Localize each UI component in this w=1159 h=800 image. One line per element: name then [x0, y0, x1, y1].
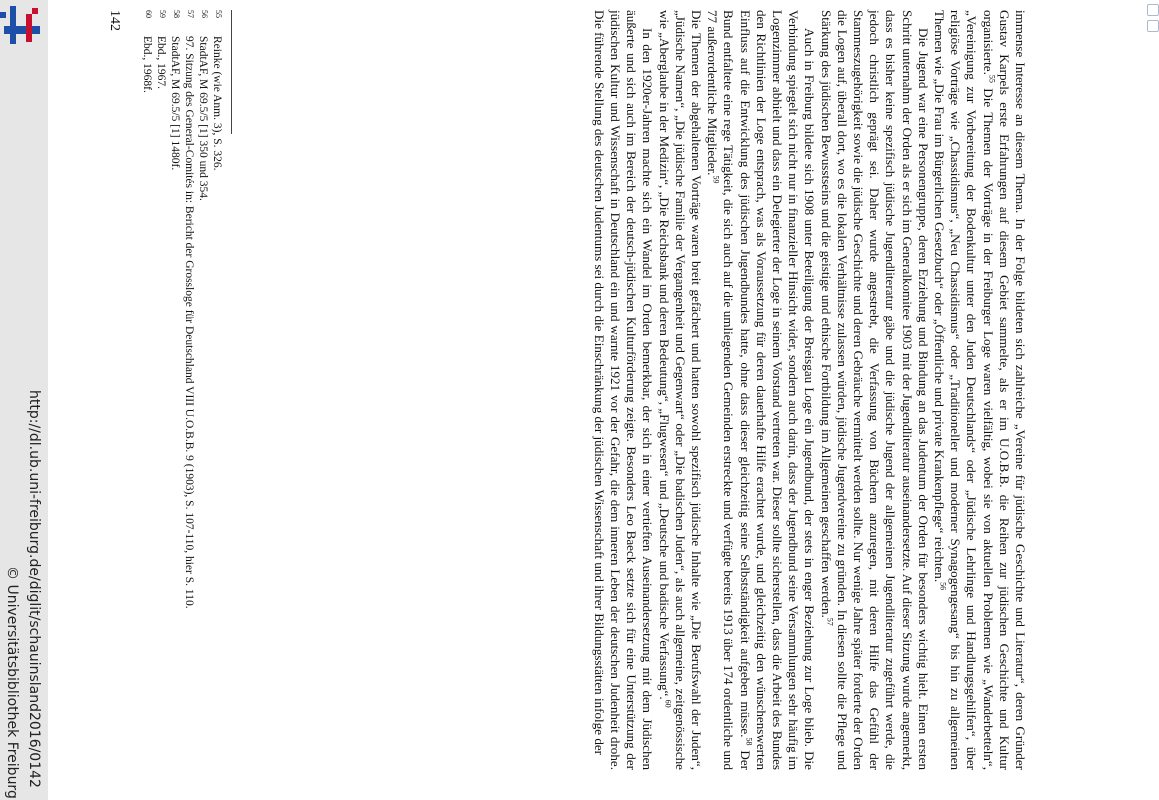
- copyright-label: © Universitätsbibliothek Freiburg: [4, 566, 20, 799]
- footnote-text: Reinke (wie Anm. 3), S. 326.: [211, 36, 223, 171]
- footnote-item: [154, 10, 168, 770]
- footnote-ref: 57: [824, 617, 834, 626]
- footnote-text: Ebd., 1967.: [155, 36, 167, 90]
- footnote-item: [182, 10, 196, 770]
- footnote-number: 59: [158, 10, 167, 18]
- footnote-ref: 58: [743, 737, 753, 746]
- footnote-number: 57: [186, 10, 195, 18]
- footnote-text: Ebd., 1968f.: [141, 36, 153, 93]
- footnote-ref: 59: [711, 175, 721, 184]
- footnotes: [140, 10, 224, 770]
- paragraph: Auch in Freiburg bildete sich 1908 unter Beteiligung der Breisgau Loge ein Jugendbund, der stets in enger Beziehung zur Loge blieb. Die Verbindung spiegelt sich nicht nur in finanzieller Hinsicht wider, sondern auch darin, dass der Jugendbund seine Versammlungen sehr häufig im Logenzimmer abhielt und dass ein Delegierter der Loge in seinem Vorstand vertreten war. Dieser sollte sicherstellen, dass die Arbeit des Bundes den Richtlinien der Loge entsprach, was als Voraussetzung für deren dauerhafte Hilfe erachtet wurde, und gleichzeitig den wünschenswerten Einfluss auf die Entwicklung des jüdischen Jugendbundes hatte, ohne dass dieser gleichzeitig seine Selbstständigkeit aufgeben müsse.$^{58}$ Der Bund entfaltete eine rege Tätigkeit, die sich auch auf die umliegenden Gemeinden erstreckte und verfügte bereits 1913 über 174 ordentliche und 77 außerordentliche Mitglieder.$^{59}$: [705, 10, 818, 770]
- paragraph: In den 1920er-Jahren machte sich ein Wandel im Orden bemerkbar, der sich in einer vertieften Auseinandersetzung mit dem Jüdischen äußerte und sich auch im Bereich der deutsch-jüdischen Kulturförderung zeigte. Besonders Leo Baeck setzte sich für eine Unterstützung der jüdischen Kultur und Wissenschaft in Deutschland ein und warnte 1921 vor der Gefahr, die dem inneren Leben der deutschen Judenheit drohe. Die führende Stellung des deutschen Judentums sei durch die Einschränkung der jüdischen Wissenschaft und ihrer Bildungsstätten infolge der: [591, 10, 656, 770]
- footnote-text: 97. Sitzung des General-Comités in: Bericht der Grossloge für Deutschland VIII U.O.B.B. 9 (1903), S. 107-110, hier S. 110.: [183, 36, 195, 609]
- library-logo[interactable]: [0, 0, 48, 52]
- paragraph: Die Themen der abgehaltenen Vorträge waren breit gefächert und hatten sowohl spezifisch jüdische Inhalte wie „Die Berufswahl der Juden“, „Jüdische Namen“, „Die jüdische Familie der Vergangenheit und Gegenwart“ oder „Die badischen Juden“, als auch allgemeine, zeitgenössische wie „Aberglaube in der Medizin“, „Die Reichsbank und deren Bedeutung“, „Flugwesen“ und „Deutsche und badische Verfassung“.$^{60}$: [656, 10, 704, 770]
- footnote-item: [196, 10, 210, 770]
- footnote-item: [168, 10, 182, 770]
- footnote-rule: [231, 10, 232, 134]
- footnote-ref: 60: [662, 699, 672, 708]
- footnote-item: [140, 10, 154, 770]
- footnote-number: 56: [200, 10, 209, 18]
- footnote-text: StadtAF, M 69.5/5 [1] 350 und 354.: [197, 36, 209, 201]
- url-label[interactable]: http://dl.ub.uni-freiburg.de/diglit/schauinsland2016/0142: [26, 390, 42, 788]
- footnote-item: [210, 10, 224, 770]
- corner-widget[interactable]: [1147, 0, 1159, 40]
- footnote-number: 60: [144, 10, 153, 18]
- paragraph: Die Jugend war eine Personengruppe, deren Erziehung und Bindung an das Judentum der Orden für besonders wichtig hielt. Einen ersten Schritt unternahm der Orden als er sich im Generalkomitee 1903 mit der Jugendliteratur auseinandersetzte. Auf dieser Sitzung wurde angemerkt, dass es bisher keine spezifisch jüdische Jugendliteratur gäbe und die jüdische Jugend der allgemeinen Jugendliteratur zugeführt werde, die jedoch christlich geprägt sei. Daher wurde angestrebt, die Verfassung von Büchern anzuregen, mit deren Hilfe das Gefühl der Stammeszugehörigkeit sowie die jüdische Geschichte und deren Gebräuche vermittelt werden sollte. Nur wenige Jahre später forderte der Orden die Logen auf, überall dort, wo es die lokalen Verhältnisse zulassen würden, jüdische Jugendvereine zu gründen. In diesen sollte die Pflege und Stärkung des jüdischen Bewusstseins und die geistige und ethische Fortbildung im Allgemeinen geschaffen werden.$^{57}$: [818, 10, 931, 770]
- page-number: 142: [107, 10, 122, 31]
- footnote-ref: 55: [986, 74, 996, 83]
- footnote-number: 58: [172, 10, 181, 18]
- footnote-ref: 56: [938, 582, 948, 591]
- body-text: [591, 10, 1028, 770]
- document-page: [80, 0, 1040, 800]
- footnote-text: StadtAF, M 69.5/5 [1] 1480f.: [169, 36, 181, 171]
- footnote-number: 55: [214, 10, 223, 18]
- paragraph: immense Interesse an diesem Thema. In der Folge bildeten sich zahlreiche „Vereine für jüdische Geschichte und Literatur“, deren Gründer Gustav Karpels erste Erfahrungen auf diesem Gebiet sammelte, als er im U.O.B.B. die Reihen zur jüdischen Geschichte und Kultur organisierte.$^{55}$ Die Themen der Vorträge in der Freiburger Loge waren vielfältig, wobei sie von aktuellen Problemen wie „Wanderbetteln“, „Vereinigung zur Vorbereitung der Bodenkultur unter den Juden Deutschlands“ oder „Jüdische Lehrlinge und Handlungsgehilfen“, über religiöse Vorträge wie „Chassidismus“, „Neu Chassidismus“ oder „Traditioneller und moderner Synagogengesang“ bis hin zu allgemeinen Themen wie „Die Frau im Bürgerlichen Gesetzbuch“ oder „Öffentliche und private Krankenpflege“ reichten.$^{56}$: [931, 10, 1028, 770]
- rotated-page-content: [80, 0, 1040, 780]
